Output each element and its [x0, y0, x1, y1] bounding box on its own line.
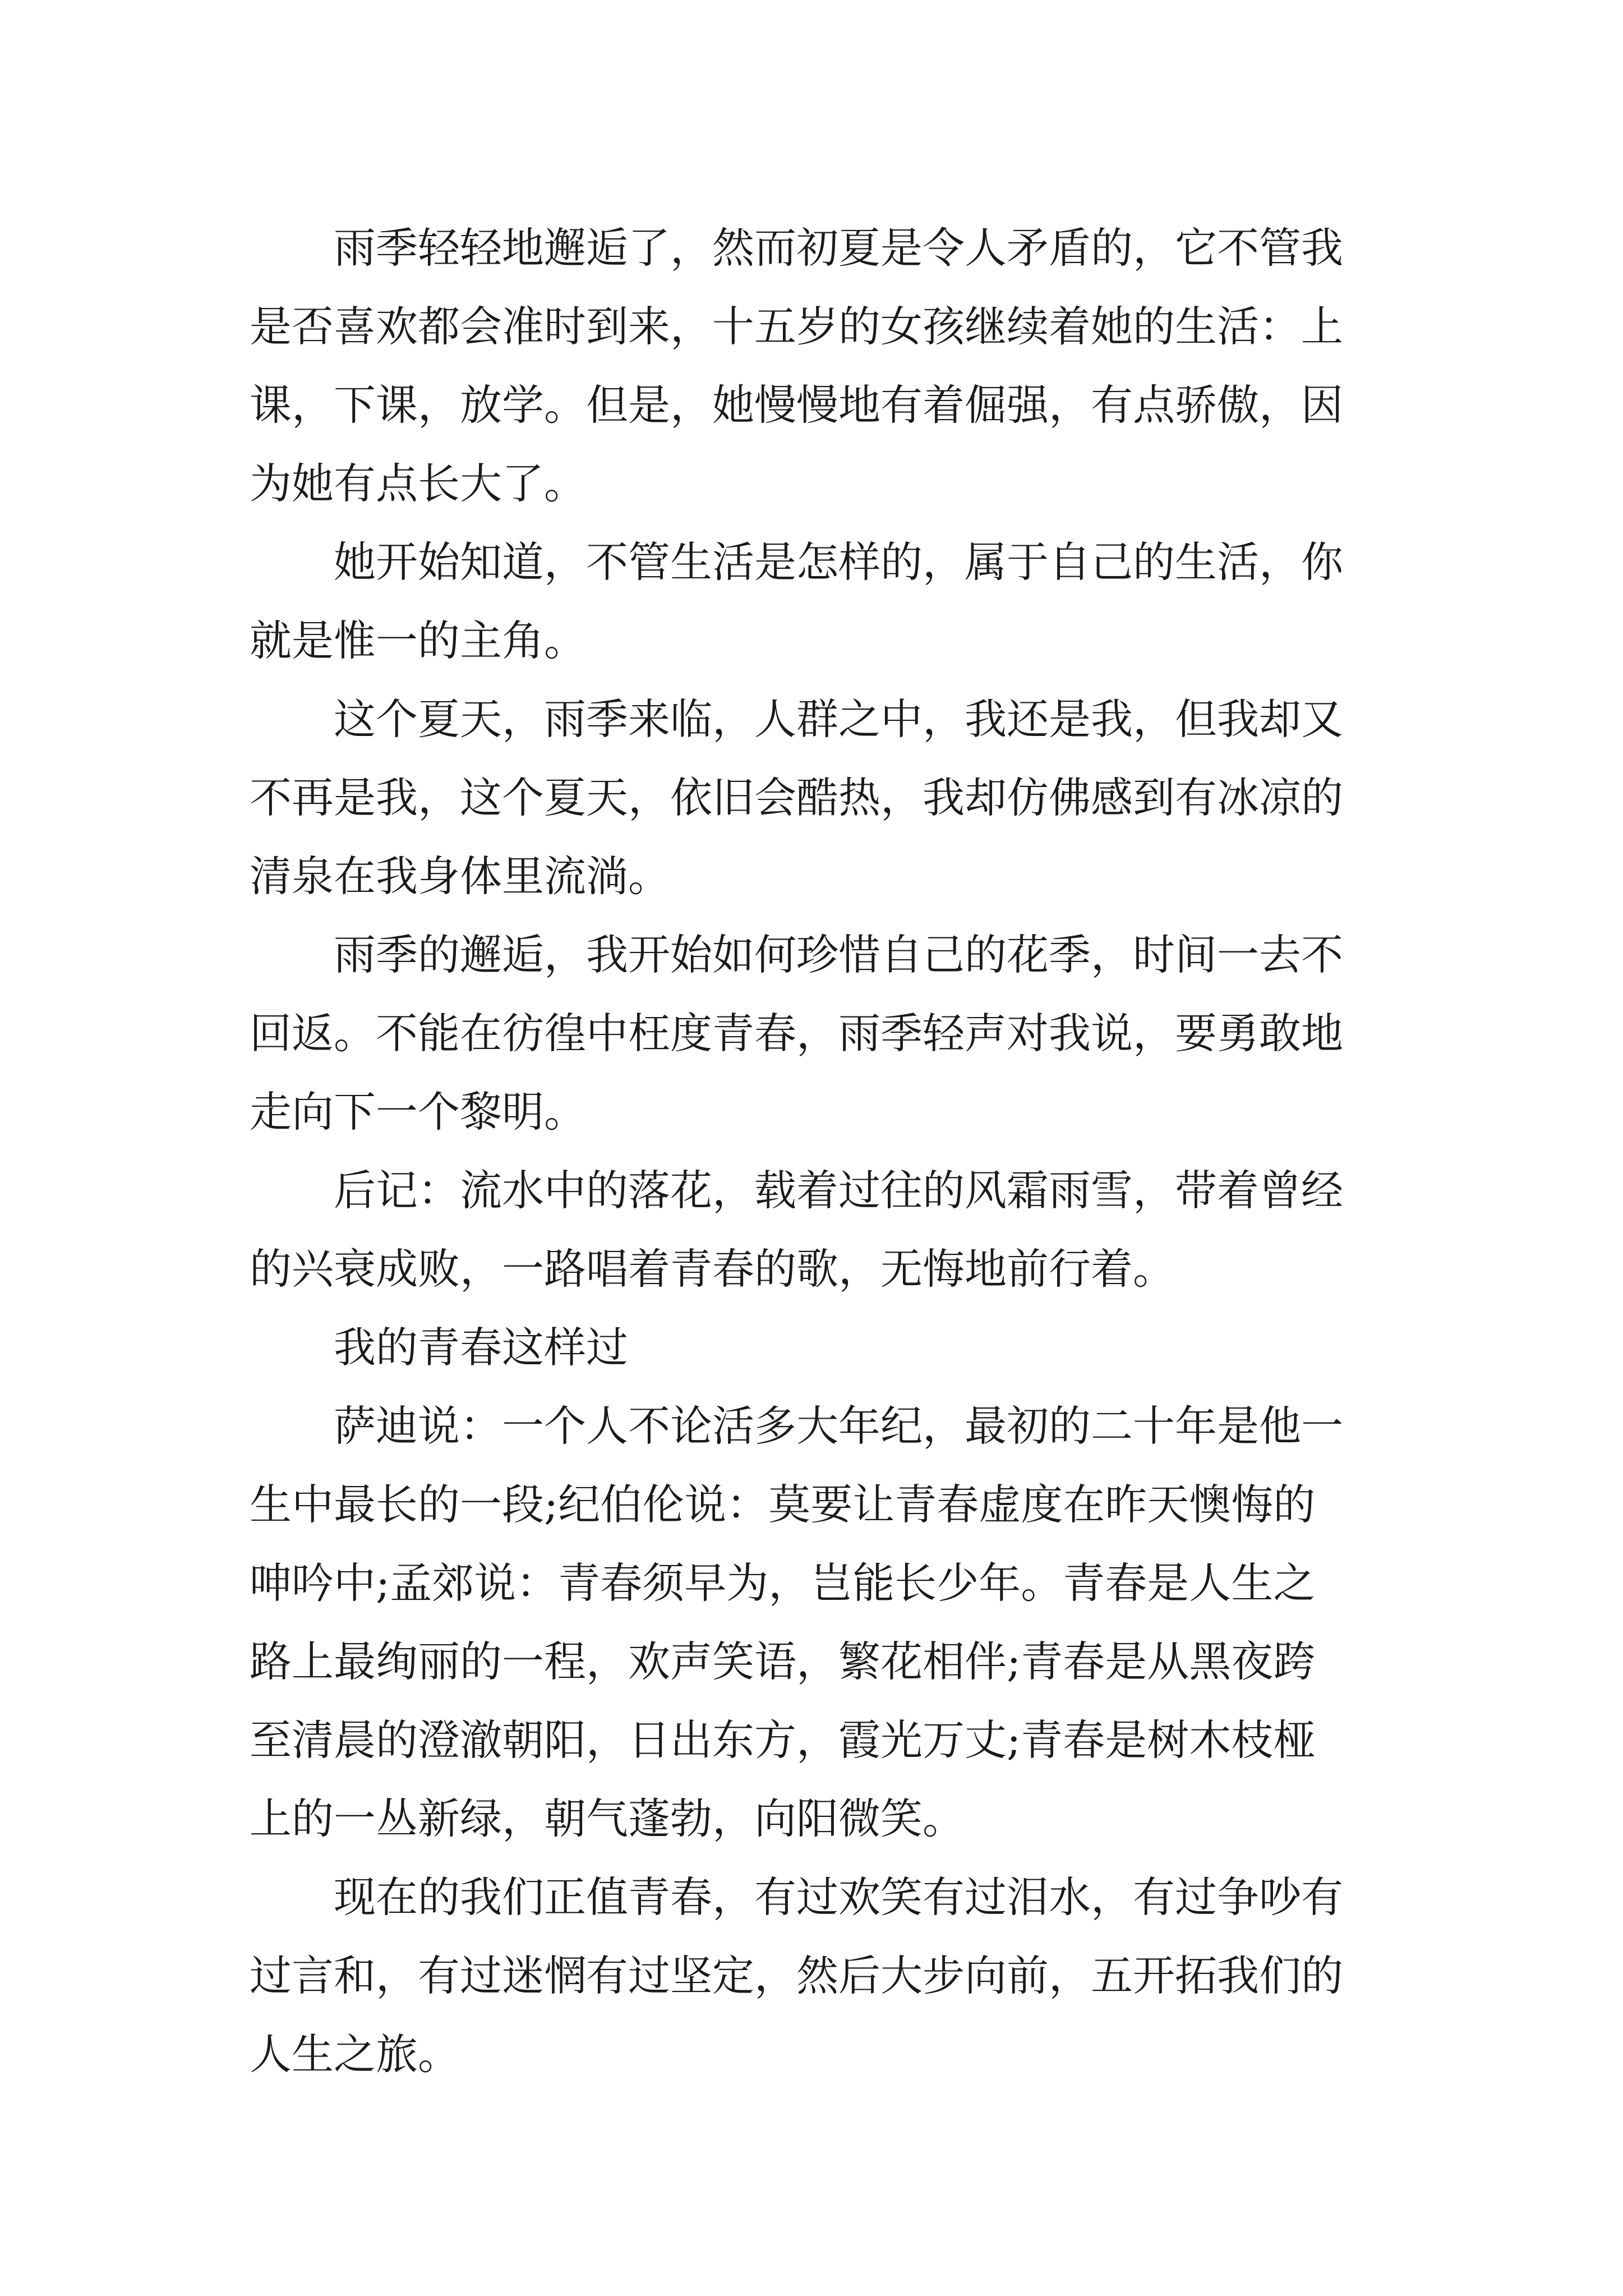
text-line: 生中最长的一段;纪伯伦说：莫要让青春虚度在昨天懊悔的 — [250, 1480, 1316, 1529]
text-line: 上的一丛新绿，朝气蓬勃，向阳微笑。 — [250, 1794, 965, 1843]
text-line: 路上最绚丽的一程，欢声笑语，繁花相伴;青春是从黑夜跨 — [250, 1637, 1316, 1686]
text-line: 的兴衰成败，一路唱着青春的歌，无悔地前行着。 — [250, 1244, 1175, 1294]
text-line: 回返。不能在彷徨中枉度青春，雨季轻声对我说，要勇敢地 — [250, 1009, 1344, 1058]
text-line: 雨季的邂逅，我开始如何珍惜自己的花季，时间一去不 — [250, 930, 1344, 979]
text-line: 现在的我们正值青春，有过欢笑有过泪水，有过争吵有 — [250, 1872, 1344, 1922]
text-line: 是否喜欢都会准时到来，十五岁的女孩继续着她的生活：上 — [250, 302, 1344, 351]
text-line: 就是惟一的主角。 — [250, 616, 587, 665]
text-line: 这个夏天，雨季来临，人群之中，我还是我，但我却又 — [250, 694, 1344, 744]
paragraph-postscript — [250, 1151, 1377, 1308]
title-line: 我的青春这样过 — [250, 1323, 629, 1372]
text-line: 后记：流水中的落花，载着过往的风霜雨雪，带着曾经 — [250, 1166, 1344, 1215]
essay-title — [250, 1308, 1377, 1387]
paragraph-this-summer — [250, 680, 1377, 915]
paragraph-cherish-youth — [250, 915, 1377, 1151]
text-line: 不再是我，这个夏天，依旧会酷热，我却仿佛感到有冰凉的 — [250, 773, 1344, 822]
text-line: 雨季轻轻地邂逅了，然而初夏是令人矛盾的，它不管我 — [250, 223, 1344, 273]
paragraph-quotes-on-youth — [250, 1387, 1377, 1858]
text-line: 至清晨的澄澈朝阳，日出东方，霞光万丈;青春是树木枝桠 — [250, 1715, 1316, 1765]
text-line: 为她有点长大了。 — [250, 459, 587, 508]
paragraph-our-youth-now — [250, 1858, 1377, 2093]
text-line: 过言和，有过迷惘有过坚定，然后大步向前，五开拓我们的 — [250, 1951, 1344, 2000]
document-body — [250, 209, 1377, 2093]
text-line: 人生之旅。 — [250, 2030, 460, 2079]
text-line: 萨迪说：一个人不论活多大年纪，最初的二十年是他一 — [250, 1401, 1344, 1451]
text-line: 课，下课，放学。但是，她慢慢地有着倔强，有点骄傲，因 — [250, 380, 1344, 430]
paragraph-rainy-season-encounter — [250, 209, 1377, 523]
paragraph-own-life — [250, 523, 1377, 680]
text-line: 呻吟中;孟郊说：青春须早为，岂能长少年。青春是人生之 — [250, 1558, 1316, 1608]
text-line: 走向下一个黎明。 — [250, 1087, 587, 1137]
text-line: 她开始知道，不管生活是怎样的，属于自己的生活，你 — [250, 537, 1344, 587]
text-line: 清泉在我身体里流淌。 — [250, 852, 671, 901]
